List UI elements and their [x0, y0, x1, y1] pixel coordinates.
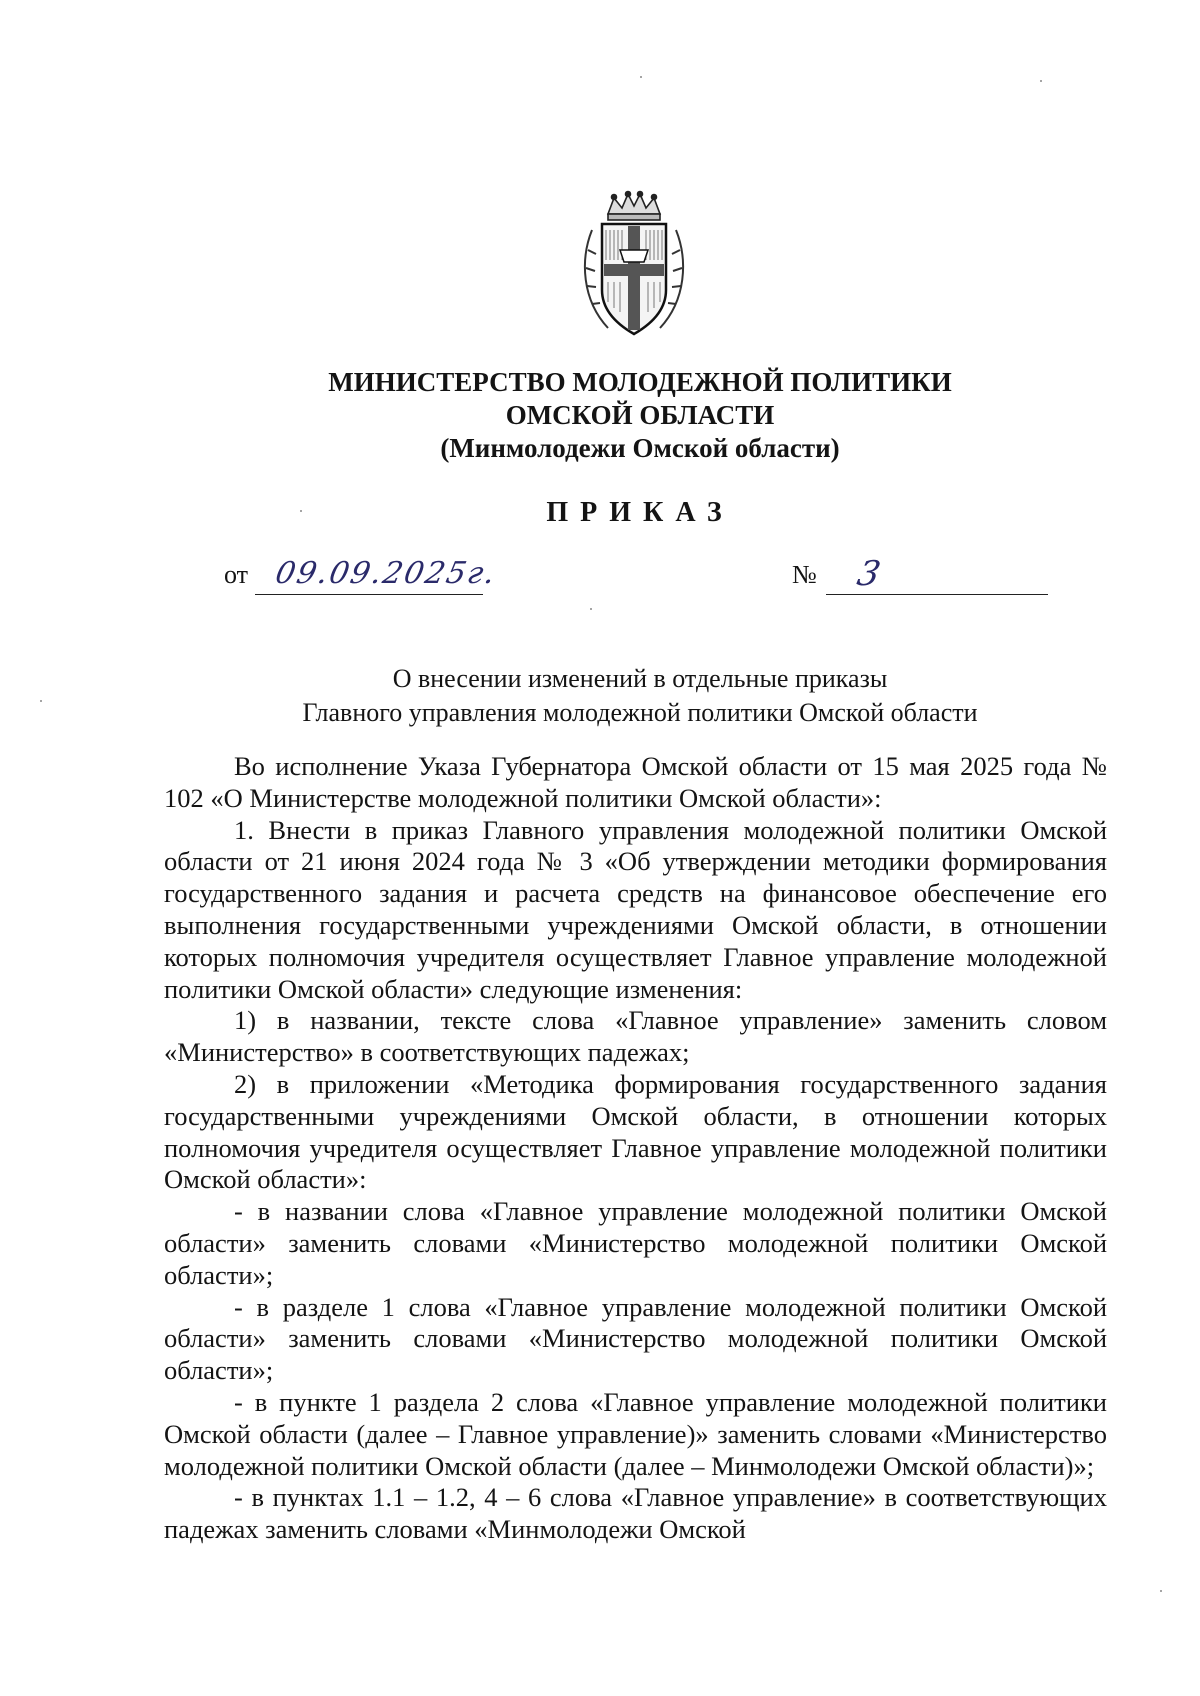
coat-of-arms-emblem	[578, 190, 690, 340]
ministry-header	[160, 366, 1120, 465]
subject-line2: Главного управления молодежной политики Омской области	[302, 698, 978, 727]
body-paragraph: - в названии слова «Главное управление молодежной политики Омской области» заменить словами «Министерство молодежной политики Омской области»;	[164, 1196, 1107, 1290]
body-paragraph: 1) в названии, тексте слова «Главное управление» заменить словом «Министерство» в соответствующих падежах;	[164, 1005, 1107, 1068]
order-number: 3	[853, 554, 884, 594]
ministry-name-line1: МИНИСТЕРСТВО МОЛОДЕЖНОЙ ПОЛИТИКИ	[328, 367, 952, 397]
date-label: от	[224, 560, 249, 589]
order-subject	[160, 662, 1120, 730]
order-body	[164, 751, 1107, 1546]
ministry-short-name: (Минмолодежи Омской области)	[440, 433, 840, 463]
subject-line1: О внесении изменений в отдельные приказы	[392, 664, 888, 693]
number-label: №	[792, 560, 817, 589]
body-paragraph: - в разделе 1 слова «Главное управление молодежной политики Омской области» заменить словами «Министерство молодежной политики Омской области»;	[164, 1291, 1107, 1386]
order-date: 09.09.2025г.	[272, 556, 501, 591]
body-paragraph: - в пунктах 1.1 – 1.2, 4 – 6 слова «Главное управление» в соответствующих падежах заменить словами «Минмолодежи Омской	[164, 1482, 1107, 1545]
body-paragraph: 2) в приложении «Методика формирования государственного задания государственными учреждениями Омской области, в отношении которых полномочия учредителя осуществляет Главное управление молодежной политики Омской области»:	[164, 1068, 1107, 1195]
order-title: ПРИКАЗ	[546, 497, 734, 528]
body-paragraph: Во исполнение Указа Губернатора Омской области от 15 мая 2025 года № 102 «О Министерстве молодежной политики Омской области»:	[164, 751, 1107, 813]
body-paragraph: 1. Внести в приказ Главного управления молодежной политики Омской области от 21 июня 2024 года № 3 «Об утверждении методики формирования государственного задания и расчета средств на финансовое обеспечение его выполнения государственными учреждениями Омской области, в отношении которых полномочия учредителя осуществляет Главное управление молодежной политики Омской области» следующие изменения:	[164, 814, 1107, 1004]
ministry-name-line2: ОМСКОЙ ОБЛАСТИ	[505, 400, 775, 430]
body-paragraph: - в пункте 1 раздела 2 слова «Главное управление молодежной политики Омской области (далее – Главное управление)» заменить словами «Министерство молодежной политики Омской области (далее – Минмолодежи Омской области)»;	[164, 1386, 1107, 1481]
